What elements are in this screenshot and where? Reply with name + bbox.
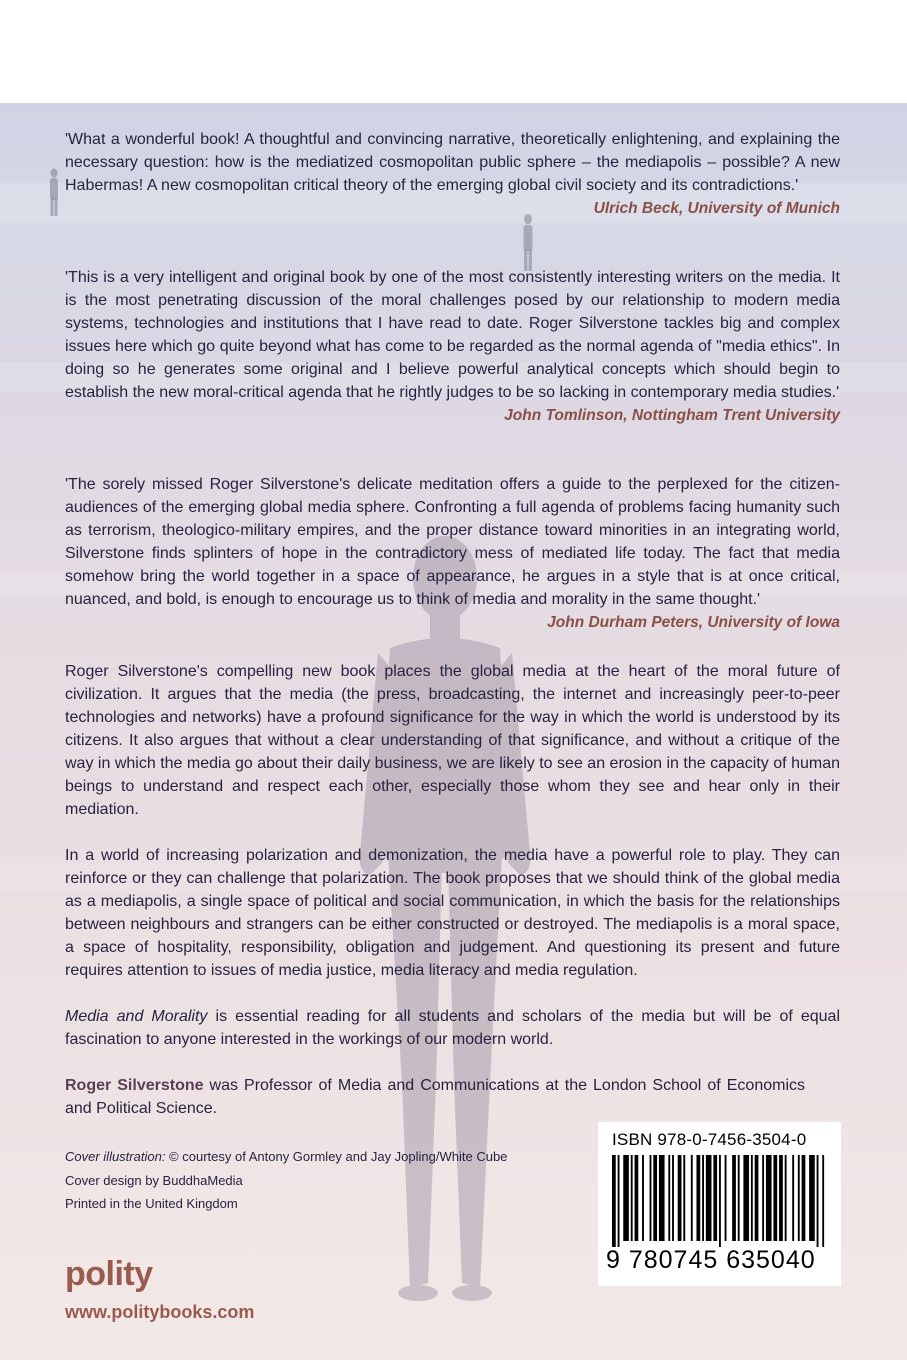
barcode-bar [642, 1155, 644, 1241]
barcode-bar [817, 1155, 819, 1247]
illustration-label: Cover illustration: [65, 1149, 166, 1164]
quote-block [65, 266, 840, 427]
barcode-bar [678, 1155, 682, 1241]
barcode-bar [738, 1155, 740, 1241]
author-name: Roger Silverstone [65, 1077, 204, 1094]
barcode-bar [696, 1155, 700, 1241]
description-rest: is essential reading for all students and scholars of the media but will be of equal fascination to anyone interested in the workings of our modern world. [65, 1008, 841, 1048]
distant-statue-icon [47, 168, 61, 218]
quote-text: 'What a wonderful book! A thoughtful and convincing narrative, theoretically enlightening, and explaining the necessary question: how is the mediatized cosmopolitan public sphere – the mediapolis – possible? A new Habermas! A new cosmopolitan critical theory of the emerging global civil society and its contradictions.' [65, 131, 840, 194]
barcode-bar [659, 1155, 665, 1241]
description-paragraph [65, 844, 840, 982]
barcode-bar [762, 1155, 764, 1241]
illustration-credit [65, 1145, 507, 1169]
barcode-bar [743, 1155, 749, 1241]
barcode-bar [822, 1155, 824, 1247]
barcode-box [598, 1122, 841, 1286]
quote-attribution: John Durham Peters, University of Iowa [547, 614, 840, 631]
isbn-label: ISBN 978-0-7456-3504-0 [612, 1130, 807, 1149]
isbn-digits: 9 780745 635040 [606, 1246, 816, 1274]
barcode-bar [618, 1155, 620, 1247]
author-bio [65, 1074, 805, 1120]
barcode-bar [612, 1155, 616, 1247]
barcode-bar [706, 1155, 712, 1241]
distant-statue-icon [520, 213, 536, 273]
barcode-bar [683, 1155, 685, 1241]
barcode-bar [668, 1155, 670, 1241]
barcode-bar [713, 1155, 717, 1241]
description-text [65, 1005, 840, 1051]
barcode-bar [672, 1155, 674, 1241]
quote-block [65, 473, 840, 634]
barcode-bar [623, 1155, 629, 1241]
barcode-bar [732, 1155, 736, 1241]
design-credit: Cover design by BuddhaMedia [65, 1172, 243, 1188]
quote-attribution: John Tomlinson, Nottingham Trent University [504, 407, 840, 424]
barcode-bar [691, 1155, 693, 1241]
barcode-bar [653, 1155, 657, 1241]
barcode-bar [719, 1155, 721, 1247]
barcode-bar [751, 1155, 753, 1241]
barcode-bar [631, 1155, 633, 1241]
description-paragraph [65, 660, 840, 821]
publisher-url[interactable]: www.politybooks.com [65, 1302, 255, 1322]
description-paragraph [65, 1005, 840, 1051]
barcode-bar [785, 1155, 787, 1241]
barcode-bar [802, 1155, 806, 1241]
barcode-bar [809, 1155, 815, 1241]
quote-text: 'The sorely missed Roger Silverstone's delicate meditation offers a guide to the perplexed for the citizen-audiences of the emerging global media sphere. Confronting a full agenda of problems facing humanity such as terrorism, theologico-military empires, and the proper distance toward minorities in an integrating world, Silverstone finds splinters of hope in the contradictory mess of mediated life today. The fact that media somehow bring the world together in a space of appearance, he argues in a style that is at once critical, nuanced, and bold, is enough to encourage us to think of media and morality in the same thought.' [65, 476, 840, 608]
barcode-bar [766, 1155, 772, 1241]
description-text: In a world of increasing polarization and demonization, the media have a powerful role to play. They can reinforce or they can challenge that polarization. The book proposes that we should think of the global media as a mediapolis, a single space of political and social communication, in which the basis for the relationships between neighbours and strangers can be either constructed or destroyed. The mediapolis is a moral space, a space of hospitality, responsibility, obligation and judgement. And questioning its present and future requires attention to issues of media justice, media literacy and media regulation. [65, 847, 840, 979]
quote-attribution: Ulrich Beck, University of Munich [593, 200, 840, 217]
barcode-bar [650, 1155, 652, 1241]
barcode-bar [792, 1155, 794, 1241]
book-title: Media and Morality [65, 1008, 208, 1025]
barcode-bar [725, 1155, 727, 1241]
author-bio-text [65, 1074, 805, 1120]
quote-text: 'This is a very intelligent and original book by one of the most consistently interesting writers on the media. It is the most penetrating discussion of the moral challenges posed by our relationship to modern media systems, technologies and institutions that I have read to date. Roger Silverstone tackles big and complex issues here which go quite beyond what has come to be regarded as the normal agenda of "media ethics". In doing so he generates some original and I believe powerful analytical concepts which should begin to establish the new moral-critical agenda that he rightly judges to be so lacking in contemporary media studies.' [65, 269, 840, 401]
printed-credit: Printed in the United Kingdom [65, 1196, 238, 1211]
barcode-bar [773, 1155, 777, 1241]
quote-block [65, 128, 840, 220]
barcode-icon [612, 1155, 826, 1247]
polity-logo: polity [65, 1255, 153, 1293]
illustration-text: © courtesy of Antony Gormley and Jay Jopling/White Cube [165, 1149, 508, 1164]
cover-credits [65, 1145, 507, 1216]
barcode-bar [798, 1155, 800, 1241]
author-bio-rest: was Professor of Media and Communications at the London School of Economics and Political Science. [65, 1077, 805, 1117]
barcode-bar [635, 1155, 639, 1241]
barcode-bar [779, 1155, 783, 1241]
barcode-bar [702, 1155, 704, 1241]
barcode-bar [755, 1155, 759, 1241]
description-text: Roger Silverstone's compelling new book places the global media at the heart of the moral future of civilization. It argues that the media (the press, broadcasting, the internet and increasingly peer-to-peer technologies and networks) have a profound significance for the way in which the world is understood by its citizens. It also argues that without a clear understanding of that significance, and without a critique of the way in which the media go about their daily business, we are likely to see an erosion in the capacity of human beings to understand and respect each other, especially those whom they see and hear only in their mediation. [65, 663, 840, 818]
